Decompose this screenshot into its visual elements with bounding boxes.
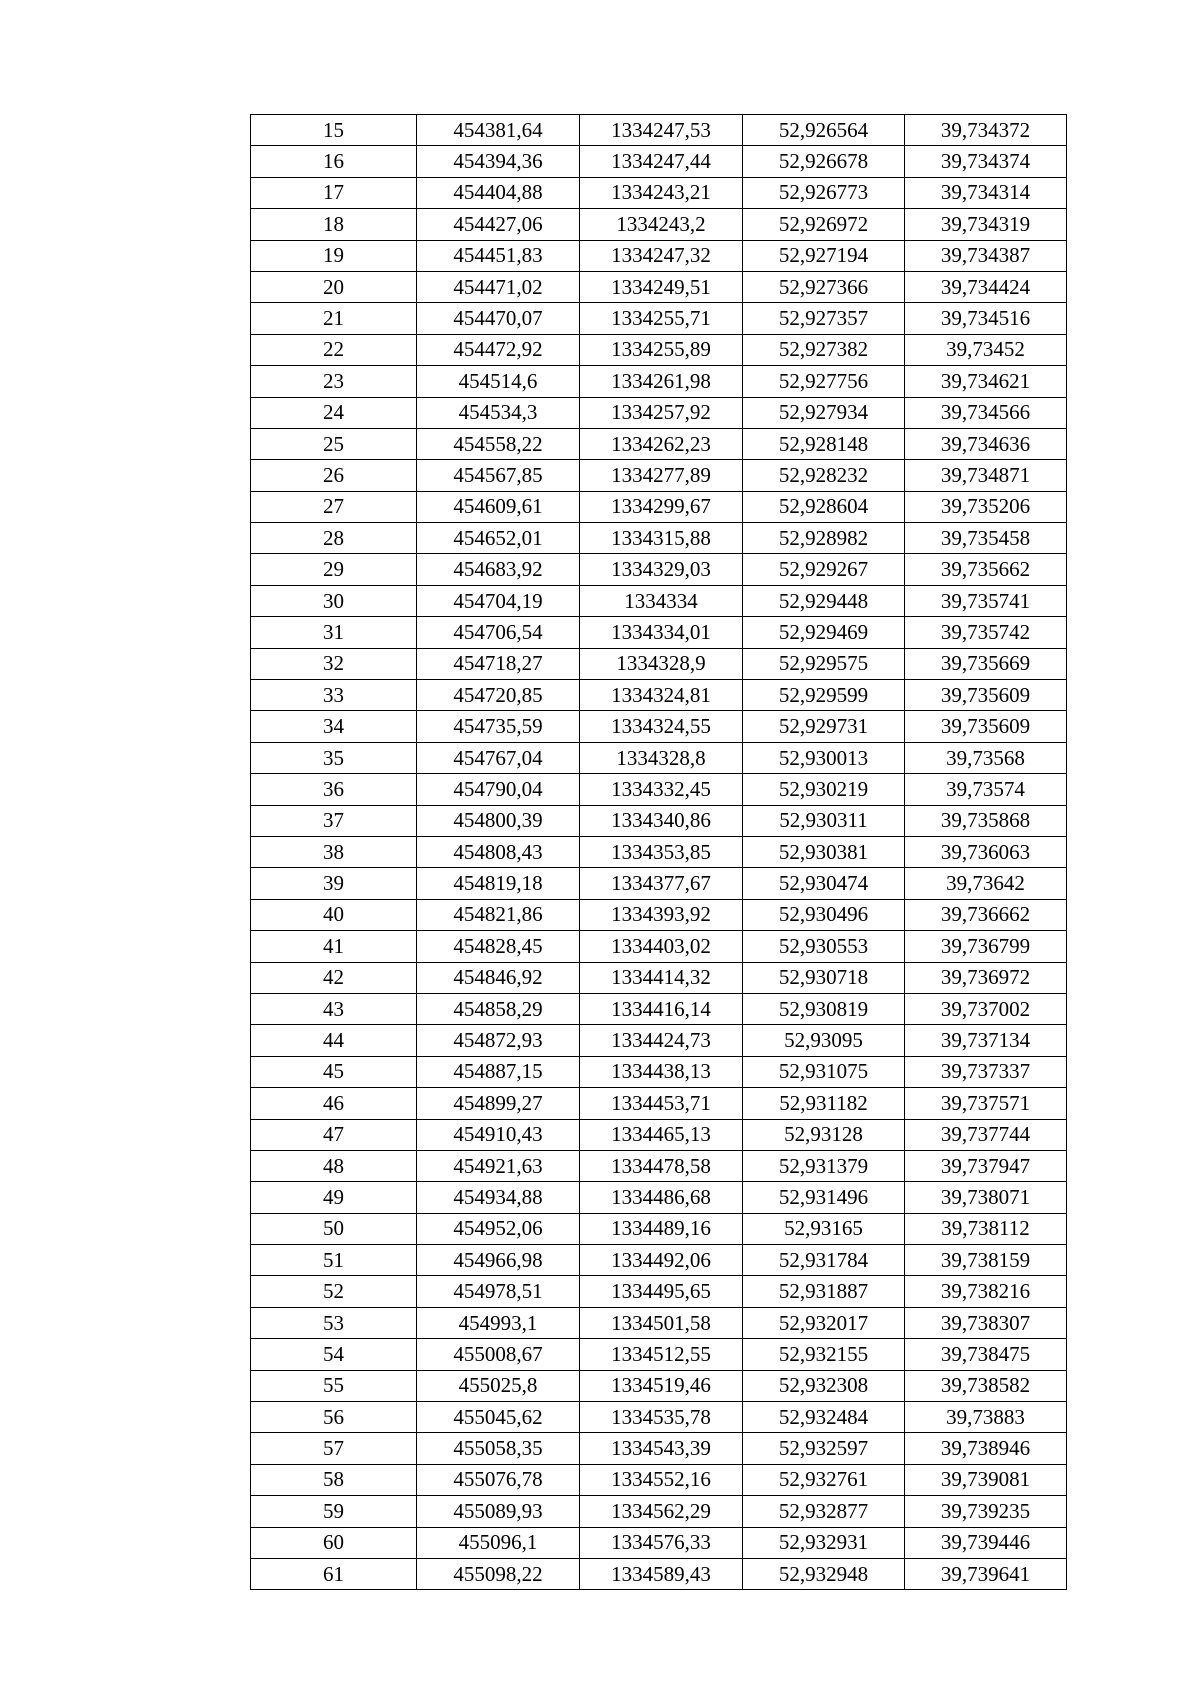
y-coordinate-cell: 1334377,67 xyxy=(580,868,743,899)
latitude-cell: 52,931496 xyxy=(743,1182,905,1213)
x-coordinate-cell: 455089,93 xyxy=(417,1496,580,1527)
latitude-cell: 52,928232 xyxy=(743,460,905,491)
y-coordinate-cell: 1334453,71 xyxy=(580,1088,743,1119)
y-coordinate-cell: 1334495,65 xyxy=(580,1276,743,1307)
table-row xyxy=(251,491,1067,522)
y-coordinate-cell: 1334501,58 xyxy=(580,1307,743,1338)
point-number-cell: 19 xyxy=(251,240,417,271)
longitude-cell: 39,735741 xyxy=(905,585,1067,616)
table-row xyxy=(251,648,1067,679)
x-coordinate-cell: 454899,27 xyxy=(417,1088,580,1119)
y-coordinate-cell: 1334261,98 xyxy=(580,366,743,397)
longitude-cell: 39,734374 xyxy=(905,146,1067,177)
point-number-cell: 16 xyxy=(251,146,417,177)
point-number-cell: 60 xyxy=(251,1527,417,1558)
longitude-cell: 39,734621 xyxy=(905,366,1067,397)
longitude-cell: 39,734516 xyxy=(905,303,1067,334)
point-number-cell: 51 xyxy=(251,1245,417,1276)
longitude-cell: 39,735206 xyxy=(905,491,1067,522)
x-coordinate-cell: 454808,43 xyxy=(417,836,580,867)
longitude-cell: 39,734871 xyxy=(905,460,1067,491)
latitude-cell: 52,930718 xyxy=(743,962,905,993)
y-coordinate-cell: 1334334,01 xyxy=(580,617,743,648)
x-coordinate-cell: 454567,85 xyxy=(417,460,580,491)
longitude-cell: 39,738475 xyxy=(905,1339,1067,1370)
point-number-cell: 45 xyxy=(251,1056,417,1087)
y-coordinate-cell: 1334328,9 xyxy=(580,648,743,679)
table-row xyxy=(251,1213,1067,1244)
longitude-cell: 39,737947 xyxy=(905,1150,1067,1181)
longitude-cell: 39,738582 xyxy=(905,1370,1067,1401)
latitude-cell: 52,932155 xyxy=(743,1339,905,1370)
x-coordinate-cell: 454394,36 xyxy=(417,146,580,177)
x-coordinate-cell: 454828,45 xyxy=(417,931,580,962)
longitude-cell: 39,736063 xyxy=(905,836,1067,867)
table-row xyxy=(251,993,1067,1024)
latitude-cell: 52,931182 xyxy=(743,1088,905,1119)
longitude-cell: 39,738159 xyxy=(905,1245,1067,1276)
y-coordinate-cell: 1334247,44 xyxy=(580,146,743,177)
y-coordinate-cell: 1334249,51 xyxy=(580,271,743,302)
y-coordinate-cell: 1334329,03 xyxy=(580,554,743,585)
point-number-cell: 40 xyxy=(251,899,417,930)
y-coordinate-cell: 1334247,53 xyxy=(580,115,743,146)
point-number-cell: 46 xyxy=(251,1088,417,1119)
table-row xyxy=(251,774,1067,805)
y-coordinate-cell: 1334519,46 xyxy=(580,1370,743,1401)
table-row xyxy=(251,1433,1067,1464)
y-coordinate-cell: 1334478,58 xyxy=(580,1150,743,1181)
point-number-cell: 53 xyxy=(251,1307,417,1338)
x-coordinate-cell: 455008,67 xyxy=(417,1339,580,1370)
longitude-cell: 39,739641 xyxy=(905,1558,1067,1589)
y-coordinate-cell: 1334438,13 xyxy=(580,1056,743,1087)
point-number-cell: 26 xyxy=(251,460,417,491)
x-coordinate-cell: 454558,22 xyxy=(417,428,580,459)
table-row xyxy=(251,303,1067,334)
y-coordinate-cell: 1334255,71 xyxy=(580,303,743,334)
latitude-cell: 52,928604 xyxy=(743,491,905,522)
y-coordinate-cell: 1334334 xyxy=(580,585,743,616)
x-coordinate-cell: 454819,18 xyxy=(417,868,580,899)
longitude-cell: 39,736662 xyxy=(905,899,1067,930)
longitude-cell: 39,736972 xyxy=(905,962,1067,993)
table-row xyxy=(251,1245,1067,1276)
y-coordinate-cell: 1334552,16 xyxy=(580,1464,743,1495)
table-row xyxy=(251,1025,1067,1056)
longitude-cell: 39,734387 xyxy=(905,240,1067,271)
x-coordinate-cell: 454993,1 xyxy=(417,1307,580,1338)
point-number-cell: 56 xyxy=(251,1402,417,1433)
x-coordinate-cell: 454381,64 xyxy=(417,115,580,146)
point-number-cell: 38 xyxy=(251,836,417,867)
table-row xyxy=(251,1464,1067,1495)
x-coordinate-cell: 454978,51 xyxy=(417,1276,580,1307)
table-row xyxy=(251,554,1067,585)
longitude-cell: 39,734636 xyxy=(905,428,1067,459)
longitude-cell: 39,738216 xyxy=(905,1276,1067,1307)
table-row xyxy=(251,334,1067,365)
latitude-cell: 52,930013 xyxy=(743,742,905,773)
y-coordinate-cell: 1334424,73 xyxy=(580,1025,743,1056)
latitude-cell: 52,932484 xyxy=(743,1402,905,1433)
latitude-cell: 52,926678 xyxy=(743,146,905,177)
y-coordinate-cell: 1334324,81 xyxy=(580,680,743,711)
latitude-cell: 52,927756 xyxy=(743,366,905,397)
x-coordinate-cell: 454952,06 xyxy=(417,1213,580,1244)
x-coordinate-cell: 454427,06 xyxy=(417,209,580,240)
point-number-cell: 22 xyxy=(251,334,417,365)
y-coordinate-cell: 1334393,92 xyxy=(580,899,743,930)
point-number-cell: 58 xyxy=(251,1464,417,1495)
x-coordinate-cell: 454718,27 xyxy=(417,648,580,679)
point-number-cell: 24 xyxy=(251,397,417,428)
table-row xyxy=(251,868,1067,899)
longitude-cell: 39,738946 xyxy=(905,1433,1067,1464)
longitude-cell: 39,735742 xyxy=(905,617,1067,648)
latitude-cell: 52,927934 xyxy=(743,397,905,428)
point-number-cell: 25 xyxy=(251,428,417,459)
x-coordinate-cell: 454821,86 xyxy=(417,899,580,930)
x-coordinate-cell: 454609,61 xyxy=(417,491,580,522)
table-row xyxy=(251,1150,1067,1181)
y-coordinate-cell: 1334512,55 xyxy=(580,1339,743,1370)
latitude-cell: 52,927357 xyxy=(743,303,905,334)
point-number-cell: 47 xyxy=(251,1119,417,1150)
table-row xyxy=(251,962,1067,993)
x-coordinate-cell: 454887,15 xyxy=(417,1056,580,1087)
table-row xyxy=(251,1370,1067,1401)
latitude-cell: 52,932948 xyxy=(743,1558,905,1589)
x-coordinate-cell: 454921,63 xyxy=(417,1150,580,1181)
y-coordinate-cell: 1334324,55 xyxy=(580,711,743,742)
y-coordinate-cell: 1334403,02 xyxy=(580,931,743,962)
x-coordinate-cell: 454966,98 xyxy=(417,1245,580,1276)
table-row xyxy=(251,742,1067,773)
longitude-cell: 39,735458 xyxy=(905,523,1067,554)
latitude-cell: 52,932761 xyxy=(743,1464,905,1495)
latitude-cell: 52,930219 xyxy=(743,774,905,805)
latitude-cell: 52,931075 xyxy=(743,1056,905,1087)
x-coordinate-cell: 454514,6 xyxy=(417,366,580,397)
latitude-cell: 52,932308 xyxy=(743,1370,905,1401)
table-row xyxy=(251,115,1067,146)
latitude-cell: 52,927366 xyxy=(743,271,905,302)
x-coordinate-cell: 454800,39 xyxy=(417,805,580,836)
point-number-cell: 15 xyxy=(251,115,417,146)
y-coordinate-cell: 1334255,89 xyxy=(580,334,743,365)
point-number-cell: 23 xyxy=(251,366,417,397)
table-row xyxy=(251,931,1067,962)
x-coordinate-cell: 454470,07 xyxy=(417,303,580,334)
x-coordinate-cell: 454858,29 xyxy=(417,993,580,1024)
x-coordinate-cell: 455025,8 xyxy=(417,1370,580,1401)
latitude-cell: 52,929575 xyxy=(743,648,905,679)
table-row xyxy=(251,1276,1067,1307)
longitude-cell: 39,738307 xyxy=(905,1307,1067,1338)
y-coordinate-cell: 1334543,39 xyxy=(580,1433,743,1464)
y-coordinate-cell: 1334492,06 xyxy=(580,1245,743,1276)
x-coordinate-cell: 454910,43 xyxy=(417,1119,580,1150)
table-row xyxy=(251,523,1067,554)
y-coordinate-cell: 1334589,43 xyxy=(580,1558,743,1589)
table-row xyxy=(251,805,1067,836)
point-number-cell: 42 xyxy=(251,962,417,993)
latitude-cell: 52,926564 xyxy=(743,115,905,146)
x-coordinate-cell: 454934,88 xyxy=(417,1182,580,1213)
longitude-cell: 39,734566 xyxy=(905,397,1067,428)
point-number-cell: 48 xyxy=(251,1150,417,1181)
x-coordinate-cell: 455058,35 xyxy=(417,1433,580,1464)
latitude-cell: 52,929267 xyxy=(743,554,905,585)
point-number-cell: 44 xyxy=(251,1025,417,1056)
point-number-cell: 39 xyxy=(251,868,417,899)
point-number-cell: 20 xyxy=(251,271,417,302)
y-coordinate-cell: 1334315,88 xyxy=(580,523,743,554)
longitude-cell: 39,734424 xyxy=(905,271,1067,302)
x-coordinate-cell: 454471,02 xyxy=(417,271,580,302)
table-row xyxy=(251,397,1067,428)
longitude-cell: 39,73452 xyxy=(905,334,1067,365)
y-coordinate-cell: 1334535,78 xyxy=(580,1402,743,1433)
longitude-cell: 39,73574 xyxy=(905,774,1067,805)
y-coordinate-cell: 1334247,32 xyxy=(580,240,743,271)
x-coordinate-cell: 455098,22 xyxy=(417,1558,580,1589)
latitude-cell: 52,931379 xyxy=(743,1150,905,1181)
table-row xyxy=(251,1119,1067,1150)
longitude-cell: 39,735669 xyxy=(905,648,1067,679)
x-coordinate-cell: 454872,93 xyxy=(417,1025,580,1056)
point-number-cell: 34 xyxy=(251,711,417,742)
coordinates-table xyxy=(250,114,1067,1590)
point-number-cell: 32 xyxy=(251,648,417,679)
latitude-cell: 52,927194 xyxy=(743,240,905,271)
table-row xyxy=(251,1496,1067,1527)
latitude-cell: 52,932931 xyxy=(743,1527,905,1558)
y-coordinate-cell: 1334489,16 xyxy=(580,1213,743,1244)
x-coordinate-cell: 454652,01 xyxy=(417,523,580,554)
y-coordinate-cell: 1334299,67 xyxy=(580,491,743,522)
table-row xyxy=(251,617,1067,648)
point-number-cell: 31 xyxy=(251,617,417,648)
latitude-cell: 52,930553 xyxy=(743,931,905,962)
y-coordinate-cell: 1334332,45 xyxy=(580,774,743,805)
latitude-cell: 52,930311 xyxy=(743,805,905,836)
y-coordinate-cell: 1334562,29 xyxy=(580,1496,743,1527)
x-coordinate-cell: 454472,92 xyxy=(417,334,580,365)
longitude-cell: 39,737744 xyxy=(905,1119,1067,1150)
point-number-cell: 21 xyxy=(251,303,417,334)
x-coordinate-cell: 454534,3 xyxy=(417,397,580,428)
latitude-cell: 52,930819 xyxy=(743,993,905,1024)
longitude-cell: 39,739235 xyxy=(905,1496,1067,1527)
point-number-cell: 36 xyxy=(251,774,417,805)
point-number-cell: 29 xyxy=(251,554,417,585)
latitude-cell: 52,93165 xyxy=(743,1213,905,1244)
latitude-cell: 52,930496 xyxy=(743,899,905,930)
longitude-cell: 39,736799 xyxy=(905,931,1067,962)
y-coordinate-cell: 1334416,14 xyxy=(580,993,743,1024)
table-row xyxy=(251,428,1067,459)
table-row xyxy=(251,240,1067,271)
x-coordinate-cell: 454735,59 xyxy=(417,711,580,742)
latitude-cell: 52,931887 xyxy=(743,1276,905,1307)
latitude-cell: 52,928982 xyxy=(743,523,905,554)
longitude-cell: 39,738112 xyxy=(905,1213,1067,1244)
longitude-cell: 39,73568 xyxy=(905,742,1067,773)
x-coordinate-cell: 454404,88 xyxy=(417,177,580,208)
latitude-cell: 52,932597 xyxy=(743,1433,905,1464)
longitude-cell: 39,739446 xyxy=(905,1527,1067,1558)
longitude-cell: 39,734372 xyxy=(905,115,1067,146)
y-coordinate-cell: 1334257,92 xyxy=(580,397,743,428)
latitude-cell: 52,93128 xyxy=(743,1119,905,1150)
x-coordinate-cell: 454451,83 xyxy=(417,240,580,271)
x-coordinate-cell: 455045,62 xyxy=(417,1402,580,1433)
longitude-cell: 39,735609 xyxy=(905,711,1067,742)
latitude-cell: 52,928148 xyxy=(743,428,905,459)
latitude-cell: 52,929599 xyxy=(743,680,905,711)
table-row xyxy=(251,1056,1067,1087)
longitude-cell: 39,734319 xyxy=(905,209,1067,240)
table-row xyxy=(251,1088,1067,1119)
y-coordinate-cell: 1334353,85 xyxy=(580,836,743,867)
point-number-cell: 54 xyxy=(251,1339,417,1370)
latitude-cell: 52,929448 xyxy=(743,585,905,616)
longitude-cell: 39,735609 xyxy=(905,680,1067,711)
longitude-cell: 39,738071 xyxy=(905,1182,1067,1213)
point-number-cell: 28 xyxy=(251,523,417,554)
longitude-cell: 39,735662 xyxy=(905,554,1067,585)
point-number-cell: 27 xyxy=(251,491,417,522)
point-number-cell: 57 xyxy=(251,1433,417,1464)
point-number-cell: 33 xyxy=(251,680,417,711)
table-row xyxy=(251,1527,1067,1558)
table-row xyxy=(251,271,1067,302)
table-row xyxy=(251,1402,1067,1433)
table-row xyxy=(251,680,1067,711)
y-coordinate-cell: 1334340,86 xyxy=(580,805,743,836)
point-number-cell: 41 xyxy=(251,931,417,962)
x-coordinate-cell: 454683,92 xyxy=(417,554,580,585)
x-coordinate-cell: 455076,78 xyxy=(417,1464,580,1495)
point-number-cell: 52 xyxy=(251,1276,417,1307)
y-coordinate-cell: 1334486,68 xyxy=(580,1182,743,1213)
table-row xyxy=(251,585,1067,616)
point-number-cell: 49 xyxy=(251,1182,417,1213)
latitude-cell: 52,926773 xyxy=(743,177,905,208)
table-row xyxy=(251,366,1067,397)
table-row xyxy=(251,1339,1067,1370)
longitude-cell: 39,737337 xyxy=(905,1056,1067,1087)
y-coordinate-cell: 1334243,2 xyxy=(580,209,743,240)
point-number-cell: 50 xyxy=(251,1213,417,1244)
latitude-cell: 52,927382 xyxy=(743,334,905,365)
x-coordinate-cell: 454790,04 xyxy=(417,774,580,805)
table-row xyxy=(251,711,1067,742)
latitude-cell: 52,929469 xyxy=(743,617,905,648)
x-coordinate-cell: 455096,1 xyxy=(417,1527,580,1558)
x-coordinate-cell: 454706,54 xyxy=(417,617,580,648)
y-coordinate-cell: 1334262,23 xyxy=(580,428,743,459)
latitude-cell: 52,930474 xyxy=(743,868,905,899)
longitude-cell: 39,737571 xyxy=(905,1088,1067,1119)
y-coordinate-cell: 1334277,89 xyxy=(580,460,743,491)
table-row xyxy=(251,1558,1067,1589)
longitude-cell: 39,735868 xyxy=(905,805,1067,836)
y-coordinate-cell: 1334328,8 xyxy=(580,742,743,773)
point-number-cell: 43 xyxy=(251,993,417,1024)
table-row xyxy=(251,836,1067,867)
latitude-cell: 52,929731 xyxy=(743,711,905,742)
latitude-cell: 52,932877 xyxy=(743,1496,905,1527)
latitude-cell: 52,930381 xyxy=(743,836,905,867)
latitude-cell: 52,931784 xyxy=(743,1245,905,1276)
point-number-cell: 17 xyxy=(251,177,417,208)
point-number-cell: 35 xyxy=(251,742,417,773)
y-coordinate-cell: 1334414,32 xyxy=(580,962,743,993)
table-row xyxy=(251,209,1067,240)
longitude-cell: 39,73883 xyxy=(905,1402,1067,1433)
longitude-cell: 39,734314 xyxy=(905,177,1067,208)
latitude-cell: 52,932017 xyxy=(743,1307,905,1338)
point-number-cell: 61 xyxy=(251,1558,417,1589)
x-coordinate-cell: 454720,85 xyxy=(417,680,580,711)
y-coordinate-cell: 1334465,13 xyxy=(580,1119,743,1150)
x-coordinate-cell: 454704,19 xyxy=(417,585,580,616)
point-number-cell: 30 xyxy=(251,585,417,616)
point-number-cell: 37 xyxy=(251,805,417,836)
longitude-cell: 39,73642 xyxy=(905,868,1067,899)
table-row xyxy=(251,177,1067,208)
latitude-cell: 52,926972 xyxy=(743,209,905,240)
point-number-cell: 18 xyxy=(251,209,417,240)
longitude-cell: 39,739081 xyxy=(905,1464,1067,1495)
coordinates-table-body xyxy=(251,115,1067,1590)
point-number-cell: 59 xyxy=(251,1496,417,1527)
longitude-cell: 39,737002 xyxy=(905,993,1067,1024)
longitude-cell: 39,737134 xyxy=(905,1025,1067,1056)
table-row xyxy=(251,1307,1067,1338)
latitude-cell: 52,93095 xyxy=(743,1025,905,1056)
x-coordinate-cell: 454846,92 xyxy=(417,962,580,993)
x-coordinate-cell: 454767,04 xyxy=(417,742,580,773)
table-row xyxy=(251,899,1067,930)
table-row xyxy=(251,146,1067,177)
y-coordinate-cell: 1334576,33 xyxy=(580,1527,743,1558)
table-row xyxy=(251,460,1067,491)
point-number-cell: 55 xyxy=(251,1370,417,1401)
y-coordinate-cell: 1334243,21 xyxy=(580,177,743,208)
table-row xyxy=(251,1182,1067,1213)
